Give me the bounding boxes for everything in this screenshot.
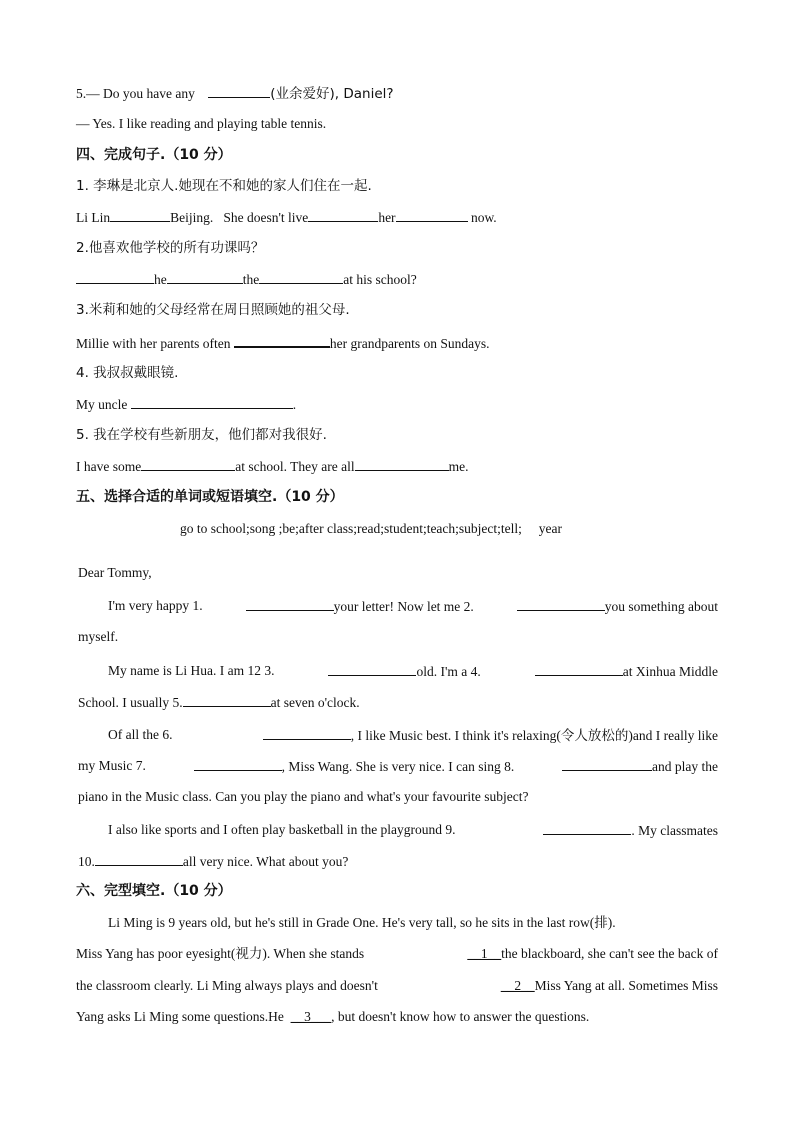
text: Li Lin bbox=[76, 210, 111, 225]
text: Millie with her parents often bbox=[76, 336, 231, 351]
text: I'm very happy 1. bbox=[108, 598, 203, 613]
answer-blank[interactable] bbox=[76, 270, 154, 284]
text: and play the bbox=[652, 759, 718, 774]
text: the bbox=[242, 272, 260, 287]
q5-line2: — Yes. I like reading and playing table tennis. bbox=[76, 116, 327, 131]
text: . My classmates bbox=[631, 823, 718, 838]
answer-blank[interactable] bbox=[535, 662, 623, 676]
s3-chinese: 3.米莉和她的父母经常在周日照顾她的祖父母. bbox=[76, 302, 350, 318]
text: 令人放松的 bbox=[560, 728, 629, 744]
text: I have some bbox=[76, 459, 142, 474]
answer-blank[interactable] bbox=[562, 757, 652, 771]
text: you something about bbox=[604, 599, 718, 614]
answer-blank[interactable] bbox=[95, 852, 183, 866]
cloze-blank-1[interactable]: __1__ bbox=[467, 946, 502, 961]
s4-chinese: 4. 我叔叔戴眼镜. bbox=[76, 365, 179, 381]
section4-title: 四、完成句子.（10 分） bbox=[76, 147, 232, 163]
text: Li Ming is 9 years old, but he's still in Grade One. He's very tall, so he sits in the last row( bbox=[108, 915, 595, 930]
text: 10. bbox=[78, 854, 95, 869]
text: Miss Yang has poor eyesight( bbox=[76, 946, 236, 961]
section5-title: 五、选择合适的单词或短语填空.（10 分） bbox=[76, 489, 344, 505]
p3-line-b bbox=[78, 757, 718, 776]
cloze-blank-2[interactable]: __2__ bbox=[500, 978, 535, 993]
s1-english bbox=[76, 208, 497, 227]
s3-english bbox=[76, 333, 490, 353]
text: Miss Yang at all. Sometimes Miss bbox=[534, 978, 718, 993]
text: I also like sports and I often play basketball in the playground 9. bbox=[108, 822, 456, 837]
answer-blank[interactable] bbox=[234, 333, 330, 348]
text: at Xinhua Middle bbox=[622, 664, 718, 679]
text: My name is Li Hua. I am 12 3. bbox=[108, 663, 275, 678]
text: at school. They are all bbox=[235, 459, 355, 474]
p2-line-b bbox=[78, 693, 360, 712]
section6-title: 六、完型填空.（10 分） bbox=[76, 883, 232, 899]
text: her grandparents on Sundays. bbox=[329, 336, 490, 351]
text: 视力 bbox=[235, 946, 263, 962]
text: ). bbox=[607, 915, 616, 930]
s5-english bbox=[76, 457, 468, 476]
text: Beijing. bbox=[170, 210, 214, 225]
cloze-line-2 bbox=[76, 945, 718, 963]
text: her bbox=[378, 210, 396, 225]
answer-blank[interactable] bbox=[543, 821, 631, 835]
s1-chinese: 1. 李琳是北京人.她现在不和她的家人们住在一起. bbox=[76, 178, 372, 194]
answer-blank[interactable] bbox=[131, 395, 293, 409]
s5-chinese: 5. 我在学校有些新朋友，他们都对我很好. bbox=[76, 427, 327, 443]
text: your letter! Now let me 2. bbox=[333, 599, 474, 614]
text: ). When she stands bbox=[262, 946, 365, 961]
cloze-line-1 bbox=[108, 914, 616, 932]
text: School. I usually 5. bbox=[78, 695, 183, 710]
answer-blank[interactable] bbox=[141, 457, 235, 471]
answer-blank[interactable] bbox=[396, 208, 468, 222]
text: Yang asks Li Ming some questions.He bbox=[76, 1009, 284, 1024]
p3-line-c: piano in the Music class. Can you play the piano and what's your favourite subject? bbox=[78, 789, 529, 804]
p4-line-b bbox=[78, 852, 348, 871]
cloze-blank-3[interactable]: __3___ bbox=[290, 1009, 332, 1024]
s4-english bbox=[76, 395, 296, 414]
s2-chinese: 2.他喜欢他学校的所有功课吗？ bbox=[76, 240, 265, 256]
answer-blank[interactable] bbox=[259, 270, 343, 284]
cloze-line-3 bbox=[76, 977, 718, 995]
q5-text: 5.— Do you have any bbox=[76, 86, 195, 101]
answer-blank[interactable] bbox=[194, 757, 282, 771]
q5-hint: (业余爱好), Daniel? bbox=[270, 86, 394, 102]
q5-line1 bbox=[76, 84, 394, 103]
text: he bbox=[154, 272, 167, 287]
p4-line-a bbox=[108, 821, 718, 840]
answer-blank[interactable] bbox=[263, 726, 351, 740]
text: me. bbox=[448, 459, 469, 474]
text: Of all the 6. bbox=[108, 727, 173, 742]
text: )and I really like bbox=[628, 728, 718, 743]
p3-line-a bbox=[108, 726, 718, 745]
answer-blank[interactable] bbox=[328, 662, 416, 676]
text: my Music 7. bbox=[78, 758, 146, 773]
word-bank: go to school;song ;be;after class;read;student;teach;subject;tell; year bbox=[180, 521, 563, 536]
text: She doesn't live bbox=[223, 210, 309, 225]
text: My uncle bbox=[76, 397, 128, 412]
text: , Miss Wang. She is very nice. I can sing 8. bbox=[281, 759, 515, 774]
text: , but doesn't know how to answer the questions. bbox=[331, 1009, 590, 1024]
text: old. I'm a 4. bbox=[416, 664, 481, 679]
answer-blank[interactable] bbox=[110, 208, 170, 222]
text: at seven o'clock. bbox=[270, 695, 360, 710]
text: 排 bbox=[594, 915, 608, 931]
answer-blank[interactable] bbox=[355, 457, 449, 471]
answer-blank[interactable] bbox=[183, 693, 271, 707]
s2-english bbox=[76, 270, 417, 289]
answer-blank[interactable] bbox=[167, 270, 243, 284]
text: , I like Music best. I think it's relaxing( bbox=[350, 728, 561, 743]
text: all very nice. What about you? bbox=[182, 854, 349, 869]
p1-line-a bbox=[108, 597, 718, 616]
p1-line-b: myself. bbox=[78, 629, 119, 644]
answer-blank[interactable] bbox=[246, 597, 334, 611]
answer-blank[interactable] bbox=[517, 597, 605, 611]
p2-line-a bbox=[108, 662, 718, 681]
cloze-line-4 bbox=[76, 1008, 589, 1026]
text: at his school? bbox=[343, 272, 417, 287]
text: now. bbox=[470, 210, 497, 225]
text: . bbox=[292, 397, 297, 412]
text: the blackboard, she can't see the back of bbox=[501, 946, 718, 961]
answer-blank[interactable] bbox=[308, 208, 378, 222]
text: the classroom clearly. Li Ming always plays and doesn't bbox=[76, 978, 378, 993]
answer-blank[interactable] bbox=[208, 84, 270, 98]
letter-greeting: Dear Tommy, bbox=[78, 565, 152, 580]
